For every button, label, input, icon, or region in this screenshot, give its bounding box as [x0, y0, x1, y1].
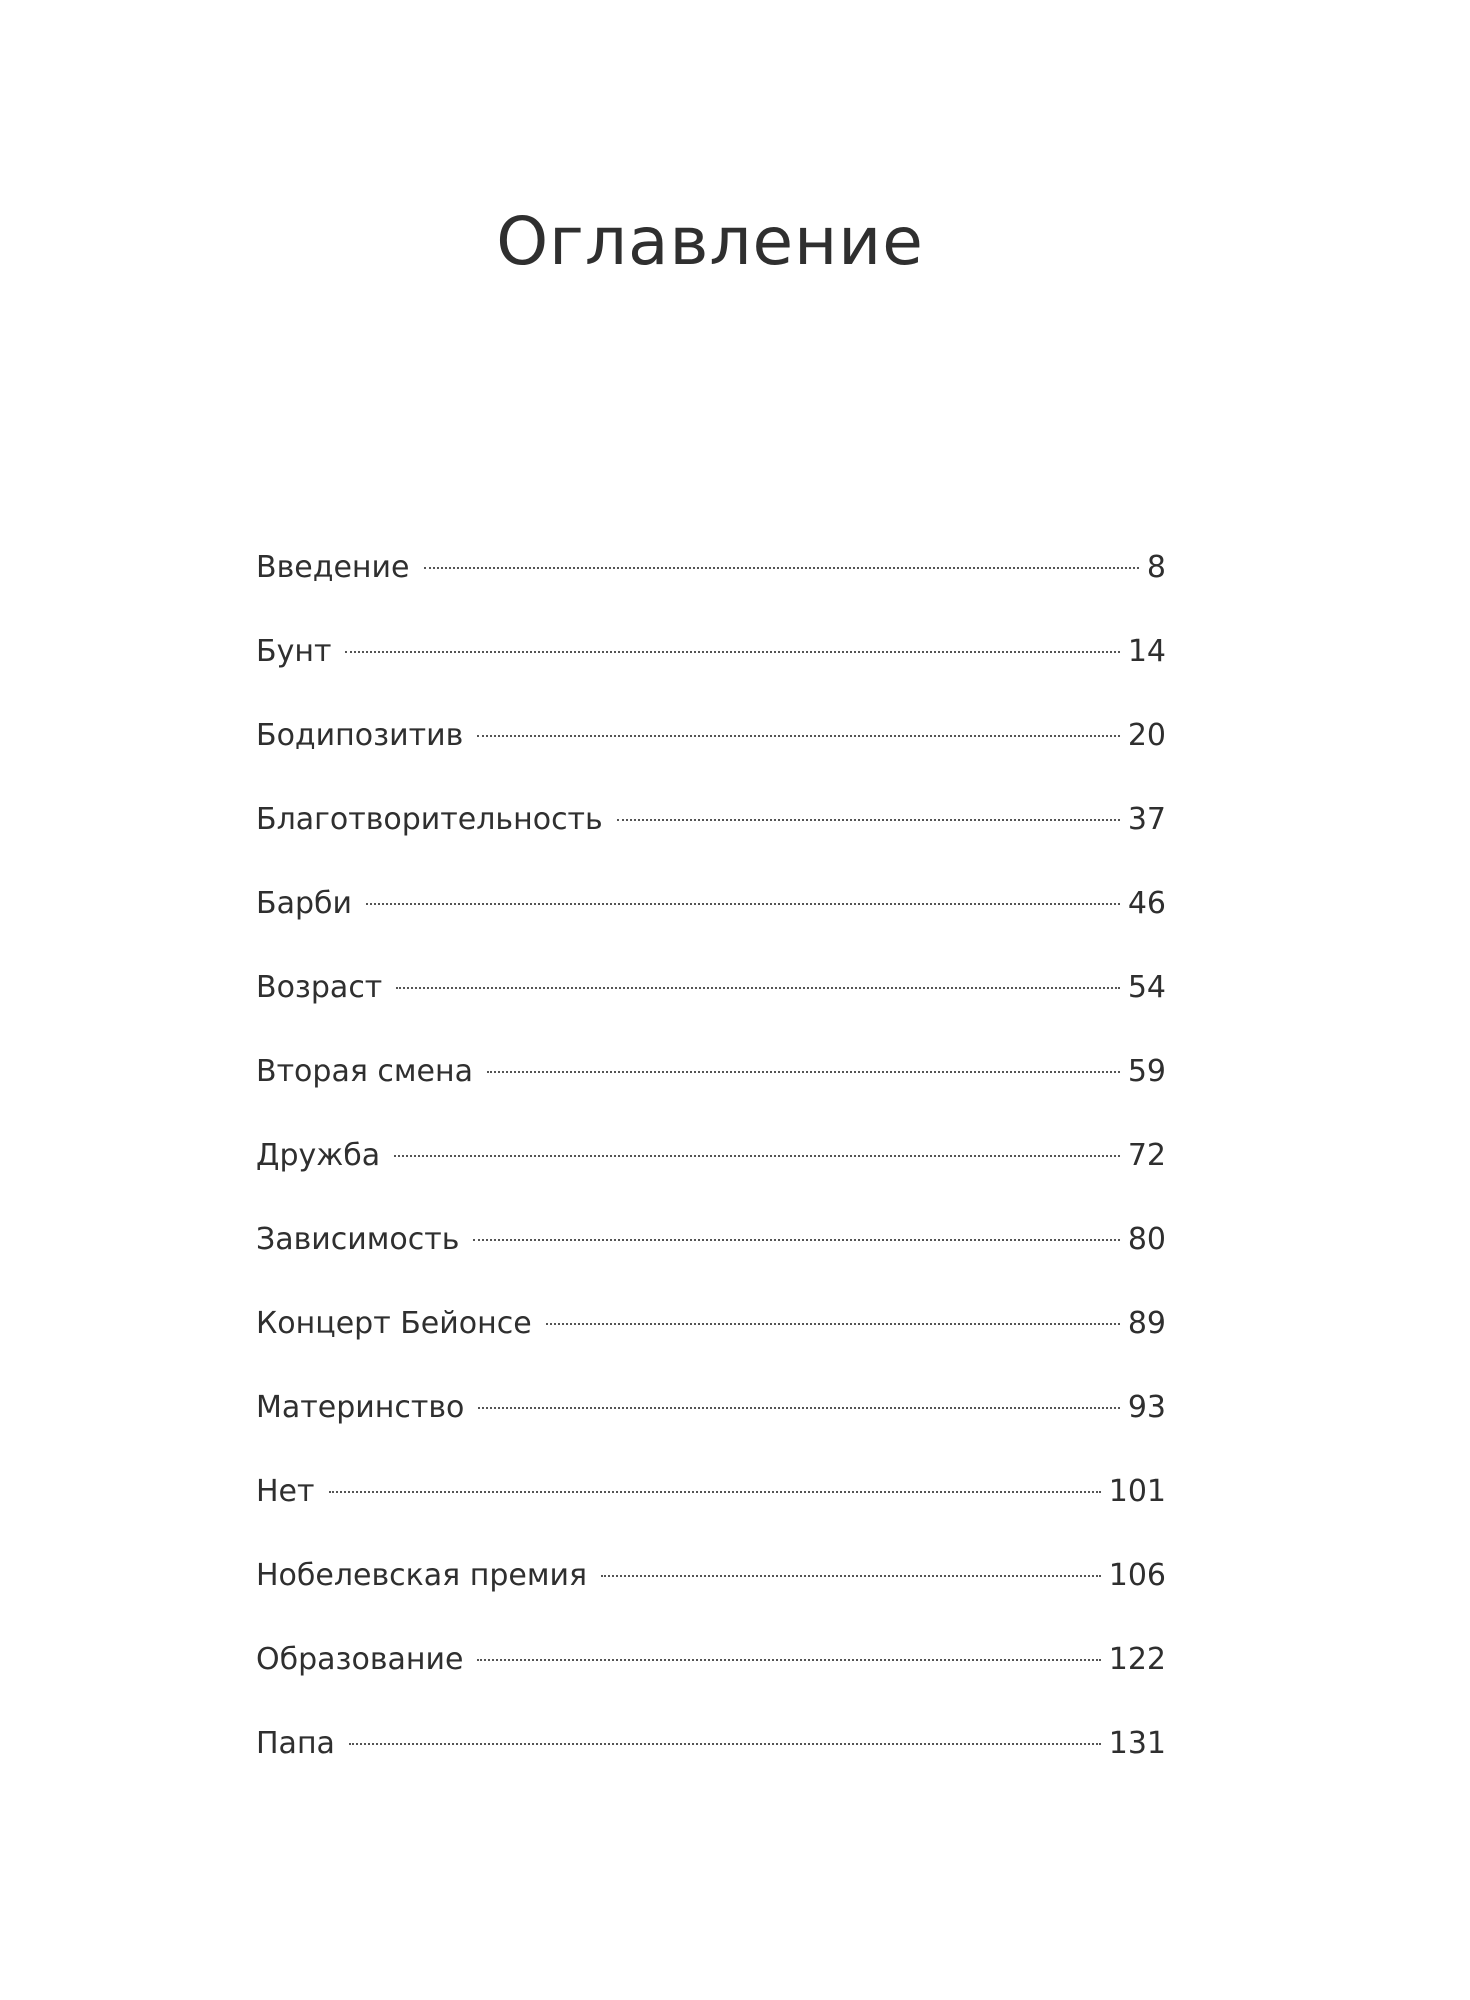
page-title: Оглавление: [496, 203, 924, 280]
toc-entry-label: Введение: [256, 550, 410, 585]
toc-entry-page-number: 89: [1127, 1306, 1166, 1341]
toc-entry-label: Зависимость: [256, 1222, 460, 1257]
toc-entry-page-number: 46: [1127, 886, 1166, 921]
toc-entry[interactable]: [256, 1299, 1166, 1383]
table-of-contents: [256, 543, 1166, 1803]
dot-leader: [546, 1323, 1120, 1325]
toc-entry-page-number: 131: [1108, 1726, 1166, 1761]
dot-leader: [473, 1239, 1119, 1241]
dot-leader: [366, 903, 1120, 905]
toc-entry[interactable]: [256, 1383, 1166, 1467]
toc-entry-page-number: 8: [1146, 550, 1166, 585]
toc-entry[interactable]: [256, 1719, 1166, 1803]
dot-leader: [477, 1659, 1100, 1661]
toc-entry[interactable]: [256, 627, 1166, 711]
toc-entry-page-number: 122: [1108, 1642, 1166, 1677]
toc-entry-page-number: 59: [1127, 1054, 1166, 1089]
toc-entry-label: Дружба: [256, 1138, 381, 1173]
toc-entry-page-number: 80: [1127, 1222, 1166, 1257]
toc-entry[interactable]: [256, 879, 1166, 963]
toc-entry-label: Бодипозитив: [256, 718, 464, 753]
dot-leader: [345, 651, 1119, 653]
dot-leader: [396, 987, 1120, 989]
toc-entry[interactable]: [256, 1467, 1166, 1551]
toc-entry-page-number: 101: [1108, 1474, 1166, 1509]
toc-entry[interactable]: [256, 1047, 1166, 1131]
dot-leader: [394, 1155, 1120, 1157]
toc-entry[interactable]: [256, 795, 1166, 879]
toc-entry-label: Концерт Бейонсе: [256, 1306, 532, 1341]
toc-entry[interactable]: [256, 543, 1166, 627]
toc-entry-label: Барби: [256, 886, 353, 921]
dot-leader: [601, 1575, 1101, 1577]
toc-entry-label: Образование: [256, 1642, 464, 1677]
dot-leader: [487, 1071, 1120, 1073]
toc-entry-page-number: 72: [1127, 1138, 1166, 1173]
toc-entry-page-number: 20: [1127, 718, 1166, 753]
toc-entry-page-number: 106: [1108, 1558, 1166, 1593]
toc-entry-label: Нет: [256, 1474, 315, 1509]
toc-entry-label: Возраст: [256, 970, 383, 1005]
toc-entry[interactable]: [256, 1551, 1166, 1635]
dot-leader: [617, 819, 1120, 821]
toc-entry[interactable]: [256, 1215, 1166, 1299]
toc-entry-page-number: 54: [1127, 970, 1166, 1005]
toc-entry-page-number: 93: [1127, 1390, 1166, 1425]
toc-entry-label: Материнство: [256, 1390, 465, 1425]
dot-leader: [329, 1491, 1101, 1493]
toc-entry[interactable]: [256, 1635, 1166, 1719]
toc-entry-label: Вторая смена: [256, 1054, 474, 1089]
toc-entry-page-number: 37: [1127, 802, 1166, 837]
dot-leader: [424, 567, 1139, 569]
toc-entry-label: Бунт: [256, 634, 332, 669]
dot-leader: [349, 1743, 1101, 1745]
toc-entry-label: Нобелевская премия: [256, 1558, 588, 1593]
toc-entry[interactable]: [256, 963, 1166, 1047]
toc-entry[interactable]: [256, 711, 1166, 795]
toc-entry-page-number: 14: [1127, 634, 1166, 669]
dot-leader: [477, 735, 1120, 737]
toc-entry-label: Папа: [256, 1726, 335, 1761]
dot-leader: [478, 1407, 1119, 1409]
toc-entry[interactable]: [256, 1131, 1166, 1215]
toc-entry-label: Благотворительность: [256, 802, 603, 837]
